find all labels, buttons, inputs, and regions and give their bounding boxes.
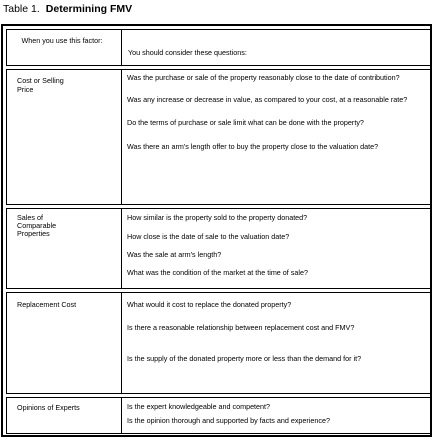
question-text: Is the expert knowledgeable and competent? xyxy=(127,402,271,411)
question-text: Is the opinion thorough and supported by facts and experience? xyxy=(127,416,330,425)
questions-cell xyxy=(122,209,431,288)
header-questions-label: You should consider these questions: xyxy=(128,48,247,57)
header-factor-label: When you use this factor: xyxy=(21,36,103,45)
question-text: How close is the date of sale to the valuation date? xyxy=(127,232,290,241)
question-text: Is the supply of the donated property more or less than the demand for it? xyxy=(127,354,362,363)
factor-label: Replacement Cost xyxy=(17,300,77,309)
table-row xyxy=(6,292,432,394)
factor-cell xyxy=(7,398,122,433)
table-title: Determining FMV xyxy=(45,3,133,15)
factor-cell xyxy=(7,293,122,393)
header-questions-cell xyxy=(122,30,431,65)
question-text: Is there a reasonable relationship between replacement cost and FMV? xyxy=(127,323,355,332)
table-number: Table 1. xyxy=(3,3,40,15)
factor-label: Cost or Selling Price xyxy=(17,76,64,94)
table-row xyxy=(6,208,432,289)
questions-cell xyxy=(122,398,431,433)
factor-cell xyxy=(7,209,122,288)
factor-cell xyxy=(7,70,122,204)
question-text: Was the purchase or sale of the property reasonably close to the date of contribution? xyxy=(127,73,400,82)
question-text: How similar is the property sold to the property donated? xyxy=(127,213,308,222)
question-text: What was the condition of the market at the time of sale? xyxy=(127,268,308,277)
table-caption xyxy=(3,3,132,16)
question-text: Was the sale at arm's length? xyxy=(127,250,222,259)
question-text: What would it cost to replace the donated property? xyxy=(127,300,292,309)
factor-label: Sales of Comparable Properties xyxy=(17,213,57,238)
question-text: Was any increase or decrease in value, as compared to your cost, at a reasonable rate? xyxy=(127,95,408,104)
header-factor-cell xyxy=(7,30,122,65)
table-frame xyxy=(1,24,432,437)
table-row xyxy=(6,397,432,434)
questions-cell xyxy=(122,293,431,393)
factor-label: Opinions of Experts xyxy=(17,403,80,412)
table-header-row xyxy=(6,29,432,66)
question-text: Was there an arm's length offer to buy the property close to the valuation date? xyxy=(127,142,379,151)
questions-cell xyxy=(122,70,431,204)
question-text: Do the terms of purchase or sale limit what can be done with the property? xyxy=(127,118,364,127)
table-row xyxy=(6,69,432,205)
